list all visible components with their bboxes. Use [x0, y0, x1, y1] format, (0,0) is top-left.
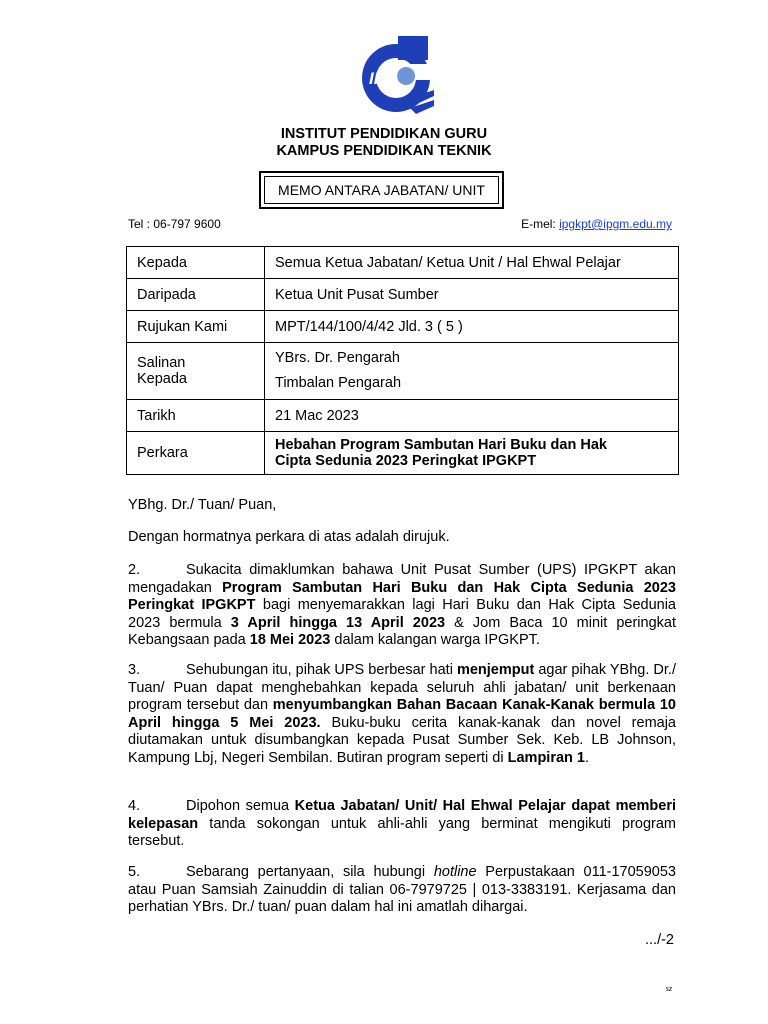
- paragraph-text: .: [584, 749, 590, 766]
- paragraph-bold-text: Ketua Jabatan/ Unit/ Hal Ehwal Pelajar dapat memberi kelepasan: [128, 798, 677, 832]
- paragraph-3: [128, 662, 676, 767]
- perkara-value-line1: Hebahan Program Sambutan Hari Buku dan Hak: [275, 437, 607, 453]
- memo-title: MEMO ANTARA JABATAN/ UNIT: [264, 176, 499, 204]
- salinan-value-line1: YBrs. Dr. Pengarah: [275, 350, 400, 366]
- paragraph-bold-text: 18 Mei 2023: [249, 632, 331, 648]
- paragraph-bold-text: Lampiran 1: [507, 749, 585, 766]
- campus-name: KAMPUS PENDIDIKAN TEKNIK: [276, 143, 492, 159]
- row-rujukan: [127, 311, 679, 343]
- paragraph-number: 3.: [128, 662, 141, 678]
- reference-line: Dengan hormatnya perkara di atas adalah dirujuk.: [128, 529, 450, 545]
- author-initials: sz: [665, 984, 672, 993]
- paragraph-text: tanda sokongan untuk ahli-ahli yang berminat mengikuti program tersebut.: [128, 815, 676, 849]
- paragraph-2: [128, 562, 676, 650]
- telephone: Tel : 06-797 9600: [128, 217, 221, 231]
- perkara-label: Perkara: [127, 432, 265, 475]
- tarikh-label: Tarikh: [127, 400, 265, 432]
- memo-title-box: [259, 171, 504, 209]
- paragraph-4: [128, 798, 676, 851]
- paragraph-5: [128, 864, 676, 917]
- paragraph-text: bagi menyemarakkan lagi Hari Buku dan Hak Cipta Sedunia 2023 bermula: [128, 597, 676, 631]
- salinan-label-line2: Kepada: [137, 371, 187, 387]
- salinan-value-line2: Timbalan Pengarah: [275, 375, 402, 391]
- paragraph-text: Sehubungan itu, pihak UPS berbesar hati: [186, 662, 457, 678]
- greeting: YBhg. Dr./ Tuan/ Puan,: [128, 497, 277, 513]
- perkara-value-line2: Cipta Sedunia 2023 Peringkat IPGKPT: [275, 453, 537, 469]
- memo-header-table: [126, 246, 679, 475]
- paragraph-text: agar pihak YBhg. Dr./ Tuan/ Puan dapat menghebahkan kepada seluruh ahli jabatan/ unit berkenaan program tersebut dan: [128, 662, 676, 713]
- paragraph-number: 4.: [128, 798, 141, 814]
- email-link[interactable]: ipgkpt@ipgm.edu.my: [559, 217, 672, 231]
- salinan-value: [265, 343, 679, 400]
- tarikh-value: 21 Mac 2023: [265, 400, 679, 432]
- kepada-label: Kepada: [127, 247, 265, 279]
- row-tarikh: [127, 400, 679, 432]
- paragraph-text: dalam kalangan warga IPGKPT.: [330, 632, 540, 648]
- paragraph-bold-text: menjemput: [456, 662, 535, 678]
- rujukan-label: Rujukan Kami: [127, 311, 265, 343]
- paragraph-italic-text: hotline: [433, 864, 477, 880]
- paragraph-number: 5.: [128, 864, 141, 880]
- row-daripada: [127, 279, 679, 311]
- paragraph-text: Sebarang pertanyaan, sila hubungi: [186, 864, 434, 880]
- kepada-value: Semua Ketua Jabatan/ Ketua Unit / Hal Ehwal Pelajar: [265, 247, 679, 279]
- paragraph-number: 2.: [128, 562, 141, 578]
- rujukan-value: MPT/144/100/4/42 Jld. 3 ( 5 ): [265, 311, 679, 343]
- paragraph-text: Sukacita dimaklumkan bahawa Unit Pusat Sumber (UPS) IPGKPT akan mengadakan: [128, 562, 676, 596]
- paragraph-bold-text: Program Sambutan Hari Buku dan Hak Cipta Sedunia 2023 Peringkat IPGKPT: [128, 579, 676, 613]
- logo-text: IPG: [369, 69, 399, 88]
- next-page-marker: .../-2: [644, 932, 674, 948]
- row-perkara: [127, 432, 679, 475]
- paragraph-text: & Jom Baca 10 minit peringkat Kebangsaan pada: [128, 614, 676, 648]
- daripada-label: Daripada: [127, 279, 265, 311]
- daripada-value: Ketua Unit Pusat Sumber: [265, 279, 679, 311]
- paragraph-text: Dipohon semua: [186, 798, 295, 814]
- row-salinan: [127, 343, 679, 400]
- salinan-label-line1: Salinan: [137, 355, 186, 371]
- perkara-value: [265, 432, 679, 475]
- row-kepada: [127, 247, 679, 279]
- salinan-label: [127, 343, 265, 400]
- paragraph-bold-text: menyumbangkan Bahan Bacaan Kanak-Kanak bermula 10 April hingga 5 Mei 2023.: [128, 697, 676, 731]
- email-line: [521, 217, 672, 231]
- paragraph-bold-text: 3 April hingga 13 April 2023: [230, 614, 446, 631]
- ipg-logo-icon: [358, 36, 438, 118]
- paragraph-text: Buku-buku cerita kanak-kanak dan novel remaja diutamakan untuk disumbangkan kepada Pusat Sumber Sek. Keb. LB Johnson, Kampung Lbj, Negeri Sembilan. Butiran program seperti di: [128, 714, 677, 766]
- email-label: E-mel:: [521, 217, 560, 231]
- paragraph-text: Perpustakaan 011-17059053 atau Puan Samsiah Zainuddin di talian 06-7979725 | 013-3383191. Kerjasama dan perhatian YBrs. Dr./ tuan/ puan dalam hal ini amatlah dihargai.: [128, 864, 676, 915]
- institution-name: INSTITUT PENDIDIKAN GURU: [280, 126, 488, 142]
